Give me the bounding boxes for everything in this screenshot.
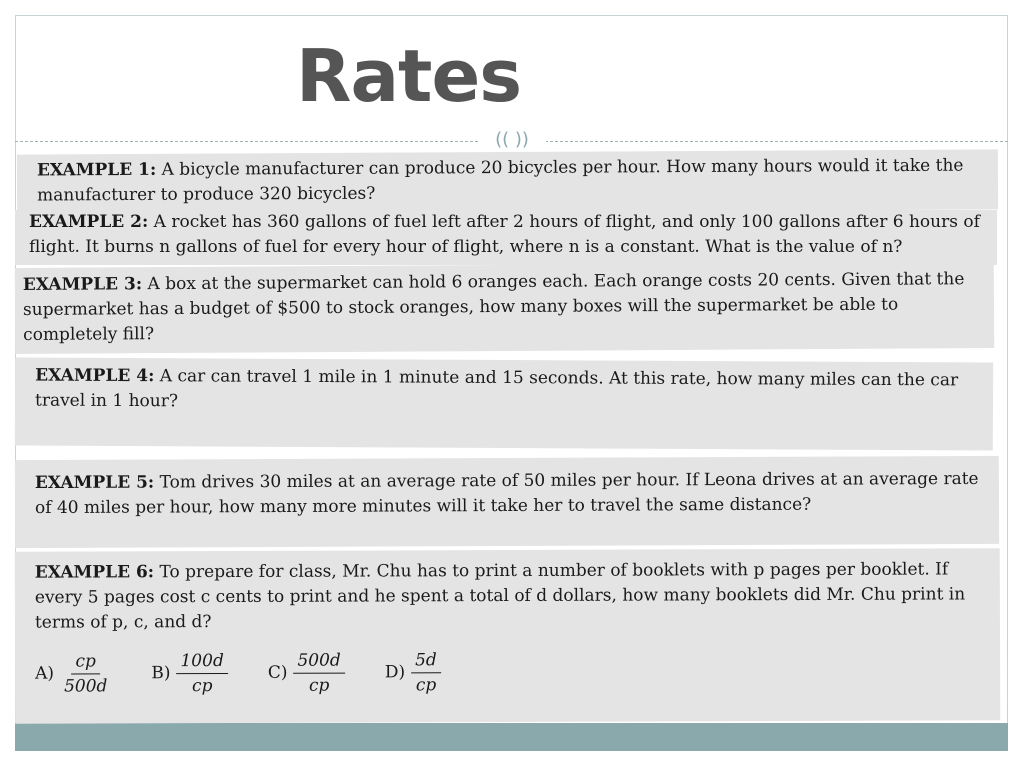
choice-fraction	[411, 648, 441, 697]
example-text: To prepare for class, Mr. Chu has to print a number of booklets with p pages per booklet. If every 5 pages cost c cents to print and he spent a total of d dollars, how many booklets did Mr. Chu print in terms of p, c, and d?	[34, 559, 966, 633]
choice-d	[385, 648, 441, 697]
example-2	[15, 210, 997, 265]
choice-letter: C)	[267, 662, 288, 683]
example-label: EXAMPLE 3:	[22, 274, 143, 295]
example-text: A rocket has 360 gallons of fuel left after 2 hours of flight, and only 100 gallons after 6 hours of flight. It burns n gallons of fuel for every hour of flight, where n is a constant. What is the value of n?	[29, 212, 980, 257]
choice-letter: A)	[35, 663, 55, 684]
fraction-numerator: 5d	[411, 648, 441, 673]
example-1	[17, 149, 998, 214]
fraction-numerator: 100d	[176, 649, 227, 674]
choice-letter: D)	[384, 662, 406, 683]
fraction-denominator: 500d	[64, 676, 108, 697]
choice-fraction	[60, 649, 112, 698]
choice-a	[35, 649, 111, 698]
example-label: EXAMPLE 1:	[36, 159, 157, 181]
example-text: A box at the supermarket can hold 6 oranges each. Each orange costs 20 cents. Given that the supermarket has a budget of $500 to stock oranges, how many boxes will the supermarket be able to completely fill?	[22, 269, 965, 345]
fraction-denominator: cp	[308, 675, 330, 696]
example-label: EXAMPLE 2:	[29, 212, 149, 232]
example-label: EXAMPLE 4:	[35, 365, 155, 387]
choice-b	[151, 649, 228, 698]
bottom-accent-bar	[15, 723, 1008, 751]
choice-letter: B)	[151, 663, 171, 684]
slide-title: Rates	[296, 34, 522, 118]
example-label: EXAMPLE 6:	[34, 562, 155, 583]
choice-fraction	[293, 649, 345, 698]
fraction-denominator: cp	[415, 675, 437, 696]
divider-ornament: (( ))	[478, 128, 546, 152]
choice-c	[268, 649, 345, 698]
choice-fraction	[176, 649, 228, 698]
example-text: Tom drives 30 miles at an average rate of 50 miles per hour. If Leona drives at an average rate of 40 miles per hour, how many more minutes will it take her to travel the same distance?	[34, 468, 979, 519]
example-6	[15, 548, 1001, 723]
example-label: EXAMPLE 5:	[34, 472, 155, 494]
fraction-numerator: 500d	[293, 649, 344, 674]
example-text: A car can travel 1 mile in 1 minute and 15 seconds. At this rate, how many miles can the car travel in 1 hour?	[34, 366, 959, 412]
fraction-numerator: cp	[71, 649, 99, 674]
example-text: A bicycle manufacturer can produce 20 bicycles per hour. How many hours would it take the manufacturer to produce 320 bicycles?	[37, 155, 964, 206]
fraction-denominator: cp	[191, 676, 213, 697]
answer-choices	[35, 646, 986, 698]
example-5	[15, 456, 999, 548]
example-4	[15, 357, 993, 450]
example-3	[15, 262, 995, 354]
